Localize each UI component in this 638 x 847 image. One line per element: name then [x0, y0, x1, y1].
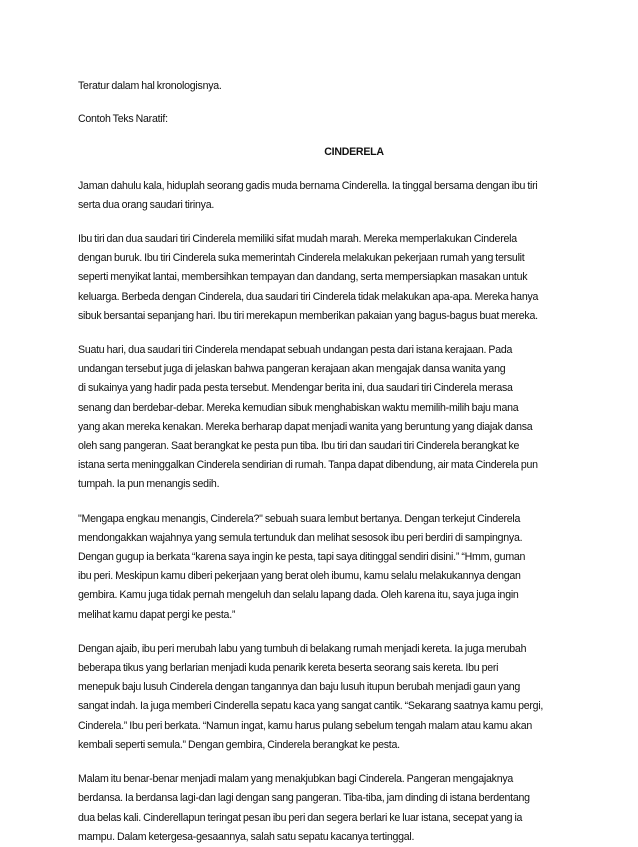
paragraph-5 — [78, 640, 572, 755]
text-line: Dengan ajaib, ibu peri merubah labu yang tumbuh di belakang rumah menjadi kereta. Ia juga merubah — [78, 642, 527, 655]
story-title: CINDERELA — [324, 146, 384, 159]
text-line: "Mengapa engkau menangis, Cinderela?" sebuah suara lembut bertanya. Dengan terkejut Cinderela — [78, 512, 521, 525]
text-line: serta dua orang saudari tirinya. — [78, 198, 215, 211]
paragraph-3 — [78, 341, 572, 495]
text-line: senang dan berdebar-debar. Mereka kemudian sibuk menghabiskan waktu memilih-milih baju mana — [78, 401, 519, 414]
intro-line: Teratur dalam hal kronologisnya. — [78, 80, 222, 92]
text-line: Malam itu benar-benar menjadi malam yang menakjubkan bagi Cinderela. Pangeran mengajaknya — [78, 773, 514, 786]
text-line: keluarga. Berbeda dengan Cinderela, dua saudari tiri Cinderela tidak melakukan apa-apa. Mereka hanya — [78, 290, 539, 303]
text-line: undangan tersebut juga di jelaskan bahwa pangeran kerajaan akan mengajak dansa wanita yang — [78, 363, 506, 376]
text-line: istana serta meninggalkan Cinderela sendirian di rumah. Tanpa dapat dibendung, air mata Cinderela pun — [78, 459, 538, 472]
text-line: kembali seperti semula.” Dengan gembira, Cinderela berangkat ke pesta. — [78, 738, 400, 751]
text-line: oleh sang pangeran. Saat berangkat ke pesta pun tiba. Ibu tiri dan saudari tiri Cinderela berangkat ke — [78, 440, 520, 453]
text-line: di sukainya yang hadir pada pesta tersebut. Mendengar berita ini, dua saudari tiri Cinderela merasa — [78, 382, 513, 395]
text-line: tumpah. Ia pun menangis sedih. — [78, 478, 220, 491]
text-line: dengan buruk. Ibu tiri Cinderela suka memerintah Cinderela melakukan pekerjaan rumah yang tersulit — [78, 252, 525, 265]
text-line: mendongakkan wajahnya yang semula tertunduk dan melihat sesosok ibu peri berdiri di sampingnya. — [78, 531, 523, 544]
text-line: mampu. Dalam ketergesa-gesaannya, salah satu sepatu kacanya tertinggal. — [78, 830, 415, 843]
text-line: sibuk bersantai sepanjang hari. Ibu tiri merekapun memberikan pakaian yang bagus-bagus buat mereka. — [78, 309, 538, 322]
text-line: melihat kamu dapat pergi ke pesta.” — [78, 608, 236, 621]
text-line: ibu peri. Meskipun kamu diberi pekerjaan yang berat oleh ibumu, kamu selalu melakukannya dengan — [78, 570, 521, 583]
paragraph-2 — [78, 230, 572, 326]
text-line: gembira. Kamu juga tidak pernah mengeluh dan selalu lapang dada. Oleh karena itu, saya juga ingin — [78, 589, 519, 602]
text-line: beberapa tikus yang berlarian menjadi kuda penarik kereta beserta seorang sais kereta. Ibu peri — [78, 662, 499, 675]
text-line: Ibu tiri dan dua saudari tiri Cinderela memiliki sifat mudah marah. Mereka memperlakukan Cinderela — [78, 233, 517, 246]
text-line: Jaman dahulu kala, hiduplah seorang gadis muda bernama Cinderella. Ia tinggal bersama dengan ibu tiri — [78, 179, 538, 192]
text-line: yang akan mereka kenakan. Mereka berharap dapat menjadi wanita yang beruntung yang diajak dansa — [78, 420, 533, 433]
text-line: seperti menyikat lantai, membersihkan tempayan dan dandang, serta mempersiapkan masakan untuk — [78, 271, 528, 284]
text-line: Suatu hari, dua saudari tiri Cinderela mendapat sebuah undangan pesta dari istana kerajaan. Pada — [78, 344, 513, 357]
text-line: sangat indah. Ia juga memberi Cinderella sepatu kaca yang sangat cantik. “Sekarang saatnya kamu pergi, — [78, 700, 544, 713]
text-line: menepuk baju lusuh Cinderela dengan tangannya dan baju lusuh itupun berubah menjadi gaun yang — [78, 681, 521, 694]
document-body — [78, 77, 572, 847]
paragraph-1 — [78, 177, 572, 215]
text-line: Dengan gugup ia berkata “karena saya ingin ke pesta, tapi saya ditinggal sendiri disini.” “Hmm, guman — [78, 551, 526, 564]
text-line: Cinderela.” Ibu peri berkata. “Namun ingat, kamu harus pulang sebelum tengah malam atau kamu akan — [78, 719, 532, 732]
text-line: dua belas kali. Cinderellapun teringat pesan ibu peri dan segera berlari ke luar istana, secepat yang ia — [78, 811, 523, 824]
text-line: berdansa. Ia berdansa lagi-dan lagi dengan sang pangeran. Tiba-tiba, jam dinding di istana berdentang — [78, 792, 530, 805]
example-label: Contoh Teks Naratif: — [78, 113, 168, 126]
paragraph-6 — [78, 770, 572, 847]
paragraph-4 — [78, 510, 572, 625]
